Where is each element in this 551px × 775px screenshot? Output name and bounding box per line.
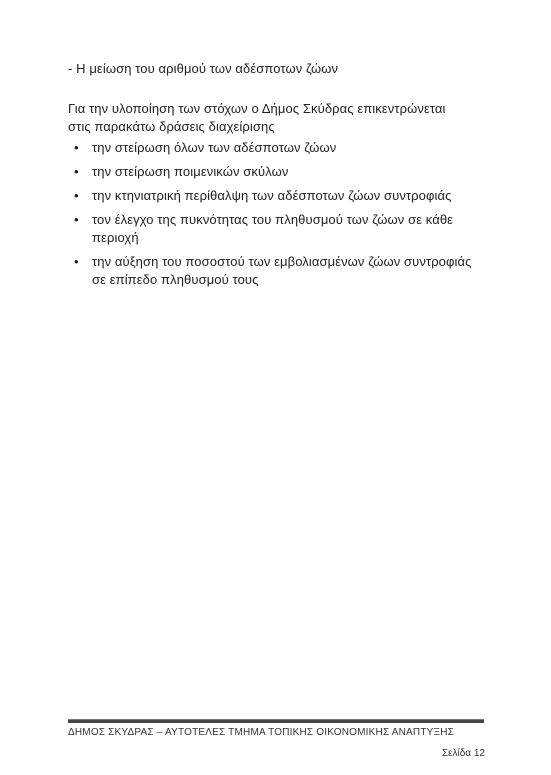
list-item [68, 211, 488, 247]
list-item-text: την κτηνιατρική περίθαλψη των αδέσποτων ζώων συντροφιάς [92, 188, 452, 203]
bullet-icon: • [74, 212, 79, 227]
list-item-text: τον έλεγχο της πυκνότητας του πληθυσμού των ζώων σε κάθε περιοχή [92, 212, 454, 245]
list-item-text: την αύξηση του ποσοστού των εμβολιασμένων ζώων συντροφιάς σε επίπεδο πληθυσμού τους [92, 254, 472, 287]
footer-divider [68, 719, 484, 723]
list-item [68, 253, 488, 289]
page-number: Σελίδα 12 [441, 748, 485, 759]
bullet-icon: • [74, 188, 79, 203]
bullet-icon: • [74, 140, 79, 155]
footer-text: ΔΗΜΟΣ ΣΚΥΔΡΑΣ – ΑΥΤΟΤΕΛΕΣ ΤΜΗΜΑ ΤΟΠΙΚΗΣ ΟΙΚΟΝΟΜΙΚΗΣ ΑΝΑΠΤΥΞΗΣ [68, 727, 455, 738]
list-item [68, 163, 488, 181]
intro-paragraph: Για την υλοποίηση των στόχων ο Δήμος Σκύδρας επικεντρώνεται στις παρακάτω δράσεις διαχείρισης [68, 101, 446, 134]
list-item [68, 139, 488, 157]
bullet-icon: • [74, 164, 79, 179]
bullet-icon: • [74, 254, 79, 269]
list-item [68, 187, 488, 205]
actions-list [68, 139, 488, 295]
intro-line: - Η μείωση του αριθμού των αδέσποτων ζώων [68, 61, 339, 76]
list-item-text: την στείρωση ποιμενικών σκύλων [92, 164, 289, 179]
list-item-text: την στείρωση όλων των αδέσποτων ζώων [92, 140, 337, 155]
